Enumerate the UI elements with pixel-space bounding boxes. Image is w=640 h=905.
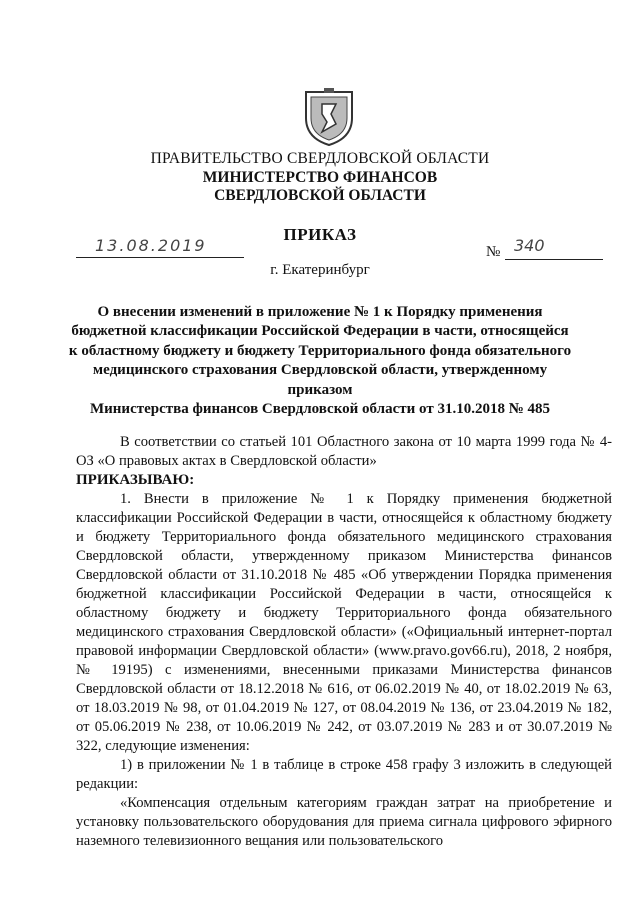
ministry-region: СВЕРДЛОВСКОЙ ОБЛАСТИ — [214, 187, 426, 204]
number-symbol: № — [486, 244, 501, 260]
preamble-paragraph: В соответствии со статьей 101 Областного закона от 10 марта 1999 года № 4-ОЗ «О правовых актах в Свердловской области» — [76, 434, 612, 469]
item-1-paragraph: 1. Внести в приложение № 1 к Порядку применения бюджетной классификации Российской Федерации в части, относящейся к областному бюджету и бюджету Территориального фонда обязательного медицинского страхования Свердловской области, утвержденному приказом Министерства финансов Свердловской области от 31.10.2018 № 485 «Об утверждении Порядка применения бюджетной классификации Российской Федерации в части, относящейся к областному бюджету и бюджету Территориального фонда обязательного медицинского страхования Свердловской области» («Официальный интернет-портал правовой информации Свердловской области» (www.pravo.gov66.ru), 2018, 2 ноября, № 19195) с изменениями, внесенными приказами Министерства финансов Свердловской области от 18.12.2018 № 616, от 06.02.2019 № 40, от 18.02.2019 № 63, от 18.03.2019 № 98, от 01.04.2019 № 127, от 08.04.2019 № 136, от 23.04.2019 № 182, от 05.06.2019 № 238, от 10.06.2019 № 242, от 03.07.2019 № 283 и от 30.07.2019 № 322, следующие изменения: — [76, 491, 612, 754]
document-body — [76, 433, 612, 851]
item-1-1-paragraph: 1) в приложении № 1 в таблице в строке 458 графу 3 изложить в следующей редакции: — [76, 757, 612, 792]
coat-of-arms-icon — [300, 88, 358, 148]
document-type: ПРИКАЗ — [283, 225, 357, 244]
document-date: 13.08.2019 — [95, 236, 207, 255]
city: г. Екатеринбург — [270, 262, 370, 278]
document-number: 340 — [514, 236, 545, 255]
date-underline — [76, 257, 244, 258]
document-title — [60, 303, 580, 419]
title-line: О внесении изменений в приложение № 1 к Порядку применения — [97, 304, 543, 320]
title-line: Министерства финансов Свердловской области от 31.10.2018 № 485 — [89, 401, 551, 418]
order-word: ПРИКАЗЫВАЮ: — [76, 472, 195, 488]
quote-paragraph: «Компенсация отдельным категориям граждан затрат на приобретение и установку пользовательского оборудования для приема сигнала цифрового эфирного наземного телевизионного вещания или пользовательского — [76, 795, 612, 849]
title-line: медицинского страхования Свердловской области, утвержденному приказом — [92, 362, 548, 398]
title-line: бюджетной классификации Российской Федерации в части, относящейся — [71, 323, 569, 340]
number-underline — [505, 259, 603, 260]
ministry-name: МИНИСТЕРСТВО ФИНАНСОВ — [202, 169, 438, 186]
title-line: к областному бюджету и бюджету Территориального фонда обязательного — [68, 342, 572, 359]
government-name: ПРАВИТЕЛЬСТВО СВЕРДЛОВСКОЙ ОБЛАСТИ — [150, 150, 490, 167]
